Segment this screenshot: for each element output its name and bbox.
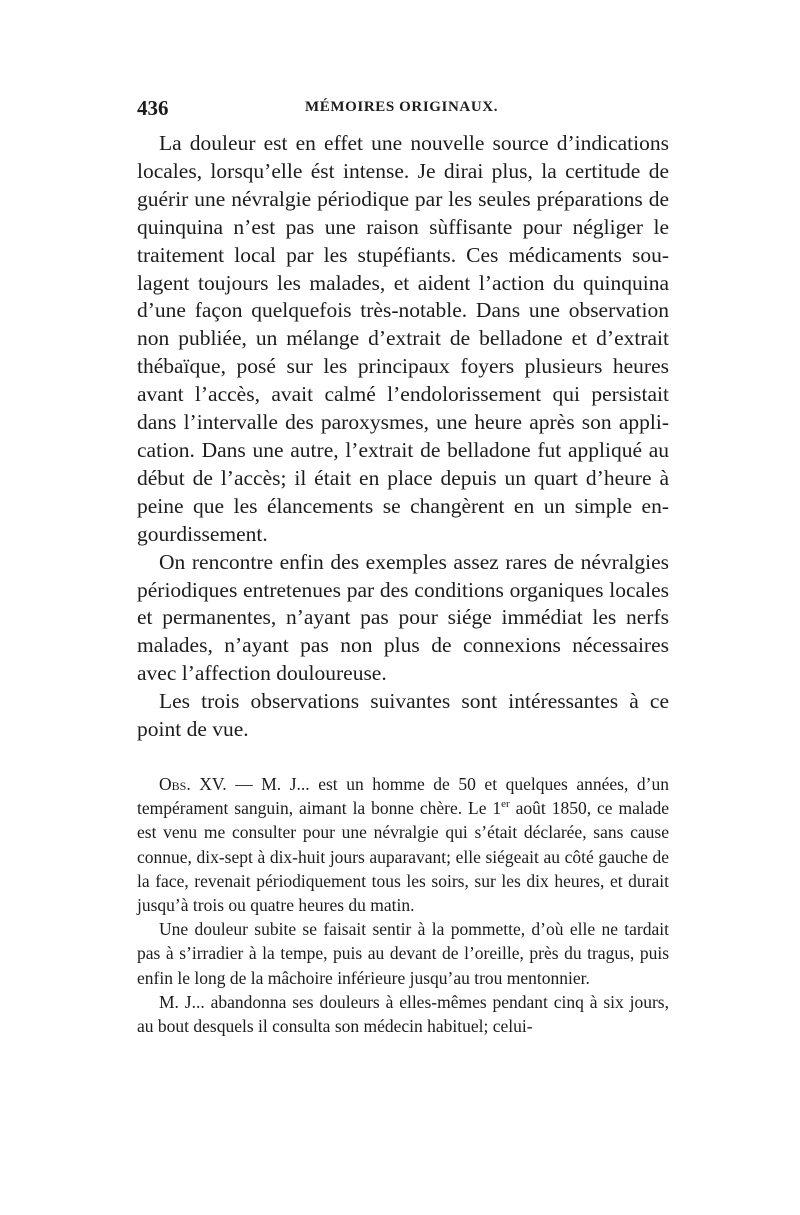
page-number: 436 — [137, 96, 169, 120]
observation-paragraph-2: Une douleur subite se faisait sentir à la pommette, d’où elle ne tardait pas à s’irradier à la tempe, puis au devant de l’oreille, près du tragus, puis enfin le long de la mâchoire inférieure jusqu’au trou mentonnier. — [137, 919, 669, 988]
running-title: MÉMOIRES ORIGINAUX. — [305, 99, 499, 115]
main-text — [137, 130, 669, 744]
paragraph-pain-treatment: La douleur est en effet une nouvelle source d’indications locales, lorsqu’elle ést intense. Je dirai plus, la certitude de guérir une névralgie périodique par les seules préparations de quinquina n’est pas une raison sùffisante pour négliger le traitement local par les stupéfiants. Ces médicaments soulagent toujours les malades, et aident l’action du quinquina d’une façon quelquefois très-notable. Dans une observation non publiée, un mélange d’extrait de belladone et d’extrait thébaïque, posé sur les principaux foyers plusieurs heures avant l’accès, avait calmé l’endolorissement qui persistait dans l’intervalle des paroxysmes, une heure après son application. Dans une autre, l’extrait de belladone fut appliqué au début de l’accès; il était en place depuis un quart d’heure à peine que les élancements se changèrent en un simple engourdissement. — [137, 131, 669, 546]
observation-text-b: août 1850, ce malade est venu me consulter pour une névralgie qui s’était déclarée, sans cause connue, dix-sept à dix-huit jours auparavant; elle siégeait au côté gauche de la face, revenait périodiquement tous les soirs, sur les dix heures, et durait jusqu’à trois ou quatre heures du matin. — [137, 798, 669, 915]
observation-label: Obs. XV. — [159, 773, 227, 794]
running-head — [137, 96, 669, 130]
paragraph-observations-intro: Les trois observations suivantes sont intéressantes à ce point de vue. — [137, 689, 669, 742]
observation-paragraph-3: M. J... abandonna ses douleurs à elles-mêmes pendant cinq à six jours, au bout desquels il consulta son médecin habituel; celui- — [137, 991, 669, 1036]
book-page — [137, 96, 669, 1038]
observation-paragraph-1 — [137, 772, 669, 917]
observation-block — [137, 772, 669, 1038]
ordinal-superscript: er — [501, 798, 510, 811]
paragraph-organic-conditions: On rencontre enfin des exemples assez rares de névralgies périodiques entretenues par des conditions organiques locales et permanentes, n’ayant pas pour siége immédiat les nerfs malades, n’ayant pas non plus de connexions nécessaires avec l’affection douloureuse. — [137, 549, 669, 686]
observation-text-a: — M. J... est un homme de 50 et quelques années, d’un tempérament sanguin, aimant la bonne chère. Le 1 — [137, 773, 669, 819]
